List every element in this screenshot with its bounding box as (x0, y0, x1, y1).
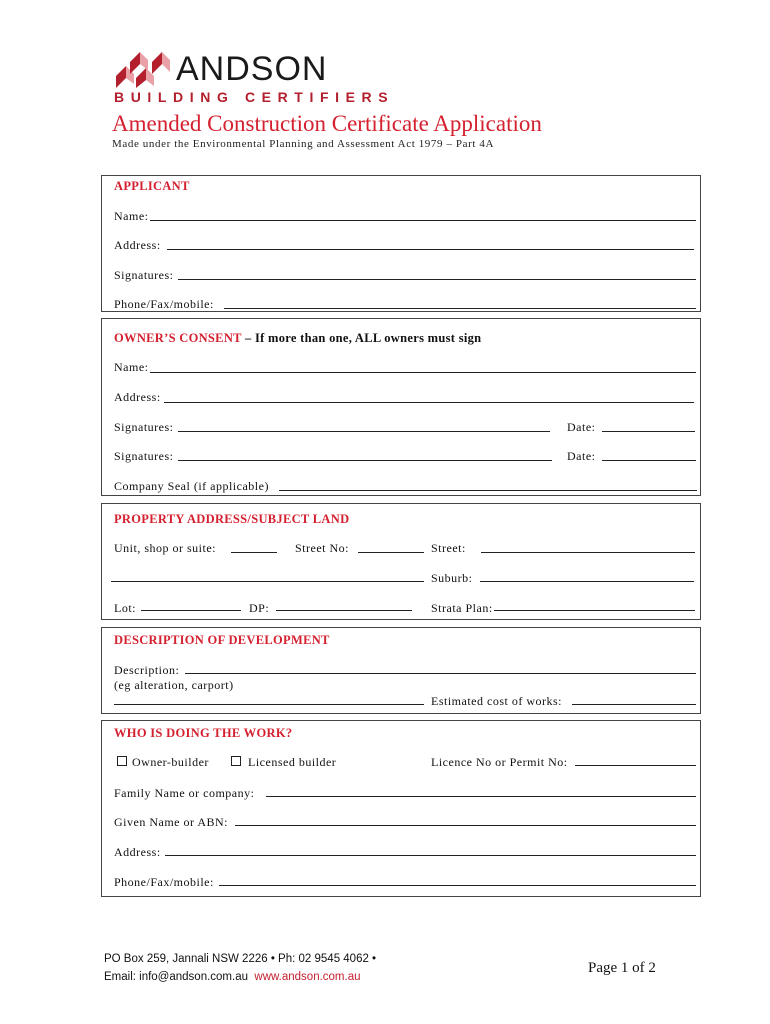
applicant-signatures-label: Signatures: (114, 268, 174, 282)
street-label: Street: (431, 541, 466, 555)
logo-mark-icon (112, 48, 174, 88)
footer-email[interactable]: Email: info@andson.com.au (104, 971, 248, 983)
family-name-label: Family Name or company: (114, 786, 255, 800)
footer-address: PO Box 259, Jannali NSW 2226 • Ph: 02 9545 4062 • (104, 953, 377, 965)
applicant-address-label: Address: (114, 238, 161, 252)
suburb-label: Suburb: (431, 571, 473, 585)
footer-email-line (104, 968, 376, 986)
owner-name-field[interactable] (150, 372, 696, 373)
unit-label: Unit, shop or suite: (114, 541, 216, 555)
given-name-label: Given Name or ABN: (114, 815, 228, 829)
logo-tagline: BUILDING CERTIFIERS (114, 89, 395, 105)
section-heading: APPLICANT (114, 179, 190, 193)
owner-builder-label: Owner-builder (132, 755, 209, 769)
owner-signature-1-field[interactable] (178, 431, 550, 432)
logo-wordmark: ANDSON (176, 50, 328, 88)
owner-date-1-field[interactable] (602, 431, 695, 432)
owner-date-2-label: Date: (567, 449, 596, 463)
owners-consent-section (101, 318, 701, 496)
description-field[interactable] (185, 673, 696, 674)
applicant-signatures-field[interactable] (178, 279, 696, 280)
street-no-label: Street No: (295, 541, 349, 555)
owner-signatures-label: Signatures: (114, 449, 174, 463)
estimated-cost-label: Estimated cost of works: (431, 694, 562, 708)
owner-signatures-label: Signatures: (114, 420, 174, 434)
description-example: (eg alteration, carport) (114, 678, 234, 692)
applicant-name-field[interactable] (150, 220, 696, 221)
licence-label: Licence No or Permit No: (431, 755, 568, 769)
owners-consent-note: – If more than one, ALL owners must sign (241, 331, 482, 345)
company-seal-label: Company Seal (if applicable) (114, 479, 269, 493)
description-label: Description: (114, 663, 180, 677)
work-section (101, 720, 701, 897)
owner-address-label: Address: (114, 390, 161, 404)
family-name-field[interactable] (266, 796, 696, 797)
owner-address-field[interactable] (164, 402, 694, 403)
builder-phone-field[interactable] (219, 885, 696, 886)
page-title: Amended Construction Certificate Application (112, 111, 542, 136)
owner-date-2-field[interactable] (602, 460, 696, 461)
owner-name-label: Name: (114, 360, 149, 374)
section-heading: PROPERTY ADDRESS/SUBJECT LAND (114, 512, 350, 526)
owners-consent-title: OWNER’S CONSENT (114, 331, 242, 345)
strata-plan-label: Strata Plan: (431, 601, 493, 615)
applicant-name-label: Name: (114, 209, 149, 223)
development-section (101, 627, 701, 714)
suburb-field[interactable] (111, 581, 424, 582)
builder-phone-label: Phone/Fax/mobile: (114, 875, 214, 889)
street-field[interactable] (481, 552, 695, 553)
builder-address-field[interactable] (165, 855, 696, 856)
owner-signature-2-field[interactable] (178, 460, 552, 461)
applicant-section (101, 175, 701, 312)
owner-date-1-label: Date: (567, 420, 596, 434)
licensed-builder-checkbox[interactable] (231, 756, 241, 766)
lot-label: Lot: (114, 601, 136, 615)
page-subtitle: Made under the Environmental Planning and Assessment Act 1979 – Part 4A (112, 138, 495, 150)
licensed-builder-label: Licensed builder (248, 755, 337, 769)
footer-website-link[interactable]: www.andson.com.au (254, 971, 361, 983)
company-seal-field[interactable] (279, 490, 697, 491)
dp-field[interactable] (276, 610, 412, 611)
lot-field[interactable] (141, 610, 241, 611)
description-extra-field[interactable] (114, 704, 424, 705)
footer-contact (104, 950, 376, 986)
estimated-cost-field[interactable] (572, 704, 696, 705)
andson-logo (112, 48, 395, 110)
applicant-phone-label: Phone/Fax/mobile: (114, 297, 214, 311)
builder-address-label: Address: (114, 845, 161, 859)
strata-plan-field[interactable] (494, 610, 695, 611)
property-section (101, 503, 701, 620)
dp-label: DP: (249, 601, 270, 615)
unit-field[interactable] (231, 552, 277, 553)
applicant-phone-field[interactable] (224, 308, 696, 309)
suburb-extra-field[interactable] (480, 581, 694, 582)
section-heading: WHO IS DOING THE WORK? (114, 726, 293, 740)
section-heading (114, 331, 481, 346)
licence-field[interactable] (575, 765, 696, 766)
given-name-field[interactable] (235, 825, 696, 826)
owner-builder-checkbox[interactable] (117, 756, 127, 766)
applicant-address-field[interactable] (167, 249, 694, 250)
page-number: Page 1 of 2 (588, 960, 656, 976)
section-heading: DESCRIPTION OF DEVELOPMENT (114, 633, 330, 647)
street-no-field[interactable] (358, 552, 424, 553)
